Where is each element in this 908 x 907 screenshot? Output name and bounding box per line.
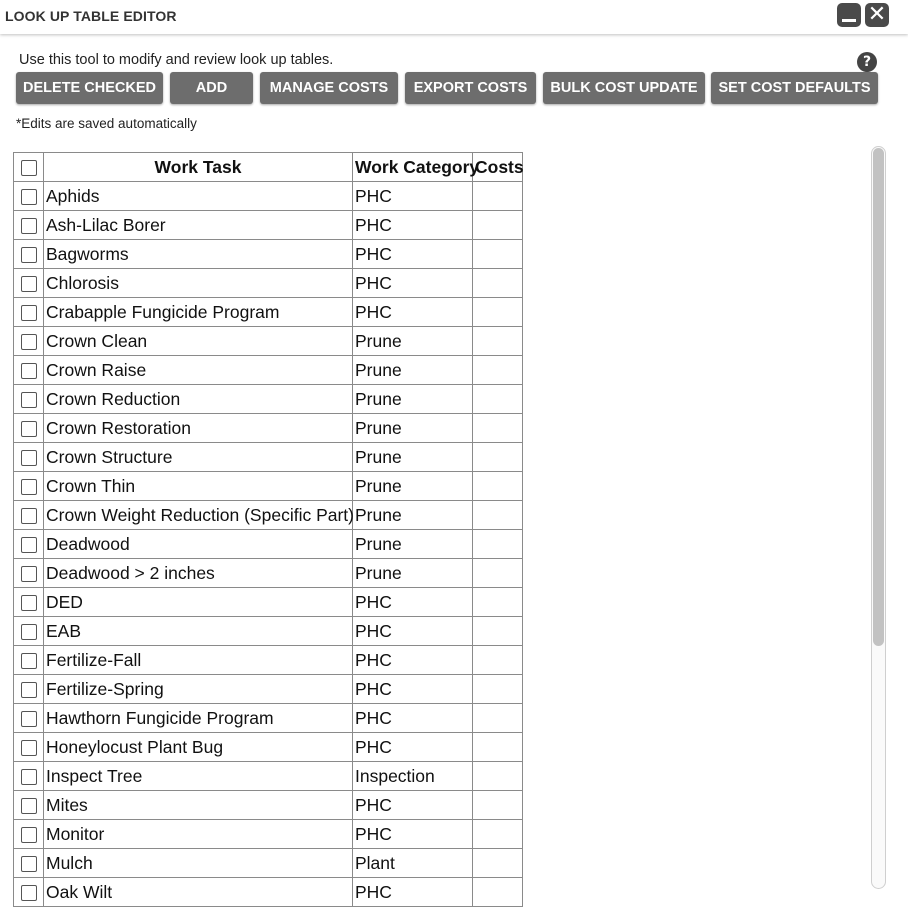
work-category-cell[interactable]: PHC: [353, 211, 473, 240]
work-task-cell[interactable]: Crown Thin: [44, 472, 353, 501]
work-task-cell[interactable]: Crown Restoration: [44, 414, 353, 443]
work-task-cell[interactable]: Crown Clean: [44, 327, 353, 356]
work-task-cell[interactable]: DED: [44, 588, 353, 617]
work-task-cell[interactable]: Crown Structure: [44, 443, 353, 472]
work-category-cell[interactable]: Prune: [353, 559, 473, 588]
row-checkbox[interactable]: [21, 218, 37, 234]
set-cost-defaults-button[interactable]: SET COST DEFAULTS: [711, 72, 878, 104]
row-checkbox[interactable]: [21, 798, 37, 814]
row-checkbox-cell: [14, 559, 44, 588]
work-task-cell[interactable]: Mites: [44, 791, 353, 820]
row-checkbox[interactable]: [21, 653, 37, 669]
work-category-cell[interactable]: PHC: [353, 617, 473, 646]
costs-cell[interactable]: [473, 675, 523, 704]
table-row[interactable]: [14, 240, 523, 269]
row-checkbox-cell: [14, 443, 44, 472]
row-checkbox-cell: [14, 356, 44, 385]
row-checkbox-cell: [14, 820, 44, 849]
table-row[interactable]: [14, 559, 523, 588]
autosave-note: *Edits are saved automatically: [16, 116, 197, 131]
costs-cell[interactable]: [473, 182, 523, 211]
costs-cell[interactable]: [473, 530, 523, 559]
table-row[interactable]: [14, 472, 523, 501]
minimize-button[interactable]: [837, 3, 861, 27]
costs-cell[interactable]: [473, 414, 523, 443]
row-checkbox[interactable]: [21, 537, 37, 553]
table-row[interactable]: [14, 791, 523, 820]
row-checkbox[interactable]: [21, 363, 37, 379]
row-checkbox-cell: [14, 646, 44, 675]
intro-text: Use this tool to modify and review look up tables.: [19, 52, 334, 68]
work-category-cell[interactable]: Prune: [353, 443, 473, 472]
table-row[interactable]: [14, 733, 523, 762]
row-checkbox[interactable]: [21, 566, 37, 582]
help-icon[interactable]: ?: [857, 52, 877, 72]
work-category-cell[interactable]: PHC: [353, 182, 473, 211]
work-task-cell[interactable]: Crown Reduction: [44, 385, 353, 414]
row-checkbox[interactable]: [21, 682, 37, 698]
work-category-cell[interactable]: Plant: [353, 849, 473, 878]
work-task-cell[interactable]: Mulch: [44, 849, 353, 878]
costs-cell[interactable]: [473, 646, 523, 675]
table-row[interactable]: [14, 762, 523, 791]
work-task-cell[interactable]: Deadwood > 2 inches: [44, 559, 353, 588]
row-checkbox-cell: [14, 791, 44, 820]
row-checkbox[interactable]: [21, 479, 37, 495]
row-checkbox-cell: [14, 414, 44, 443]
work-category-cell[interactable]: PHC: [353, 269, 473, 298]
costs-cell[interactable]: [473, 820, 523, 849]
work-category-cell[interactable]: PHC: [353, 704, 473, 733]
row-checkbox-cell: [14, 472, 44, 501]
table-row[interactable]: [14, 646, 523, 675]
manage-costs-button[interactable]: MANAGE COSTS: [260, 72, 398, 104]
table-row[interactable]: [14, 820, 523, 849]
column-header-work-category[interactable]: Work Category: [353, 153, 473, 182]
work-category-cell[interactable]: PHC: [353, 646, 473, 675]
row-checkbox[interactable]: [21, 334, 37, 350]
row-checkbox-cell: [14, 240, 44, 269]
row-checkbox-cell: [14, 269, 44, 298]
work-category-cell[interactable]: Prune: [353, 356, 473, 385]
work-category-cell[interactable]: Prune: [353, 530, 473, 559]
table-row[interactable]: [14, 414, 523, 443]
table-row[interactable]: [14, 269, 523, 298]
table-row[interactable]: [14, 182, 523, 211]
costs-cell[interactable]: [473, 443, 523, 472]
row-checkbox-cell: [14, 878, 44, 907]
row-checkbox[interactable]: [21, 711, 37, 727]
costs-cell[interactable]: [473, 559, 523, 588]
table-row[interactable]: [14, 298, 523, 327]
row-checkbox[interactable]: [21, 450, 37, 466]
work-task-cell[interactable]: Oak Wilt: [44, 878, 353, 907]
table-row[interactable]: [14, 501, 523, 530]
work-category-cell[interactable]: PHC: [353, 240, 473, 269]
work-category-cell[interactable]: Prune: [353, 385, 473, 414]
lookup-table: [13, 152, 523, 907]
work-task-cell[interactable]: Fertilize-Spring: [44, 675, 353, 704]
work-task-cell[interactable]: Ash-Lilac Borer: [44, 211, 353, 240]
table-row[interactable]: [14, 327, 523, 356]
work-task-cell[interactable]: Honeylocust Plant Bug: [44, 733, 353, 762]
costs-cell[interactable]: [473, 298, 523, 327]
row-checkbox[interactable]: [21, 624, 37, 640]
row-checkbox-cell: [14, 617, 44, 646]
costs-cell[interactable]: [473, 327, 523, 356]
select-all-checkbox[interactable]: [21, 160, 37, 176]
work-category-cell[interactable]: Inspection: [353, 762, 473, 791]
work-category-cell[interactable]: PHC: [353, 791, 473, 820]
add-button[interactable]: ADD: [170, 72, 253, 104]
work-task-cell[interactable]: Crown Raise: [44, 356, 353, 385]
scrollbar-thumb[interactable]: [873, 148, 884, 646]
table-row[interactable]: [14, 617, 523, 646]
costs-cell[interactable]: [473, 588, 523, 617]
row-checkbox[interactable]: [21, 856, 37, 872]
table-row[interactable]: [14, 675, 523, 704]
row-checkbox[interactable]: [21, 247, 37, 263]
row-checkbox[interactable]: [21, 769, 37, 785]
work-task-cell[interactable]: Crown Weight Reduction (Specific Part): [44, 501, 353, 530]
row-checkbox-cell: [14, 704, 44, 733]
costs-cell[interactable]: [473, 733, 523, 762]
table-row[interactable]: [14, 443, 523, 472]
costs-cell[interactable]: [473, 240, 523, 269]
row-checkbox[interactable]: [21, 595, 37, 611]
table-row[interactable]: [14, 211, 523, 240]
costs-cell[interactable]: [473, 849, 523, 878]
work-task-cell[interactable]: EAB: [44, 617, 353, 646]
work-category-cell[interactable]: Prune: [353, 414, 473, 443]
bulk-cost-update-button[interactable]: BULK COST UPDATE: [543, 72, 705, 104]
export-costs-button[interactable]: EXPORT COSTS: [405, 72, 536, 104]
work-task-cell[interactable]: Inspect Tree: [44, 762, 353, 791]
select-all-cell: [14, 153, 44, 182]
work-task-cell[interactable]: Bagworms: [44, 240, 353, 269]
column-header-work-task[interactable]: Work Task: [44, 153, 353, 182]
row-checkbox-cell: [14, 675, 44, 704]
table-row[interactable]: [14, 385, 523, 414]
row-checkbox-cell: [14, 182, 44, 211]
table-row[interactable]: [14, 356, 523, 385]
close-icon: ✕: [867, 2, 887, 27]
work-task-cell[interactable]: Deadwood: [44, 530, 353, 559]
table-row[interactable]: [14, 704, 523, 733]
costs-cell[interactable]: [473, 762, 523, 791]
row-checkbox[interactable]: [21, 740, 37, 756]
row-checkbox-cell: [14, 211, 44, 240]
close-button[interactable]: [865, 3, 889, 27]
row-checkbox-cell: [14, 327, 44, 356]
lookup-table-container: [13, 152, 524, 902]
row-checkbox-cell: [14, 298, 44, 327]
costs-cell[interactable]: [473, 211, 523, 240]
row-checkbox-cell: [14, 762, 44, 791]
minimize-icon: [842, 19, 856, 22]
costs-cell[interactable]: [473, 385, 523, 414]
work-task-cell[interactable]: Fertilize-Fall: [44, 646, 353, 675]
work-category-cell[interactable]: PHC: [353, 820, 473, 849]
row-checkbox[interactable]: [21, 305, 37, 321]
row-checkbox[interactable]: [21, 421, 37, 437]
work-category-cell[interactable]: PHC: [353, 588, 473, 617]
costs-cell[interactable]: [473, 791, 523, 820]
work-task-cell[interactable]: Aphids: [44, 182, 353, 211]
vertical-scrollbar[interactable]: [871, 146, 886, 889]
work-category-cell[interactable]: PHC: [353, 878, 473, 907]
row-checkbox-cell: [14, 530, 44, 559]
work-category-cell[interactable]: Prune: [353, 501, 473, 530]
row-checkbox[interactable]: [21, 827, 37, 843]
table-row[interactable]: [14, 530, 523, 559]
table-header-row: [14, 153, 523, 182]
window-title: LOOK UP TABLE EDITOR: [5, 8, 177, 24]
table-row[interactable]: [14, 588, 523, 617]
costs-cell[interactable]: [473, 472, 523, 501]
costs-cell[interactable]: [473, 269, 523, 298]
costs-cell[interactable]: [473, 501, 523, 530]
costs-cell[interactable]: [473, 704, 523, 733]
row-checkbox[interactable]: [21, 885, 37, 901]
row-checkbox[interactable]: [21, 392, 37, 408]
work-category-cell[interactable]: PHC: [353, 298, 473, 327]
row-checkbox-cell: [14, 501, 44, 530]
costs-cell[interactable]: [473, 617, 523, 646]
costs-cell[interactable]: [473, 878, 523, 907]
work-category-cell[interactable]: PHC: [353, 733, 473, 762]
row-checkbox-cell: [14, 385, 44, 414]
costs-cell[interactable]: [473, 356, 523, 385]
work-task-cell[interactable]: Monitor: [44, 820, 353, 849]
work-category-cell[interactable]: Prune: [353, 327, 473, 356]
row-checkbox[interactable]: [21, 508, 37, 524]
row-checkbox-cell: [14, 733, 44, 762]
work-task-cell[interactable]: Hawthorn Fungicide Program: [44, 704, 353, 733]
row-checkbox-cell: [14, 849, 44, 878]
title-bar: [0, 0, 908, 34]
work-task-cell[interactable]: Crabapple Fungicide Program: [44, 298, 353, 327]
column-header-costs[interactable]: Costs: [473, 153, 523, 182]
delete-checked-button[interactable]: DELETE CHECKED: [16, 72, 163, 104]
table-row[interactable]: [14, 849, 523, 878]
table-row[interactable]: [14, 878, 523, 907]
row-checkbox[interactable]: [21, 276, 37, 292]
work-task-cell[interactable]: Chlorosis: [44, 269, 353, 298]
row-checkbox-cell: [14, 588, 44, 617]
row-checkbox[interactable]: [21, 189, 37, 205]
work-category-cell[interactable]: PHC: [353, 675, 473, 704]
work-category-cell[interactable]: Prune: [353, 472, 473, 501]
